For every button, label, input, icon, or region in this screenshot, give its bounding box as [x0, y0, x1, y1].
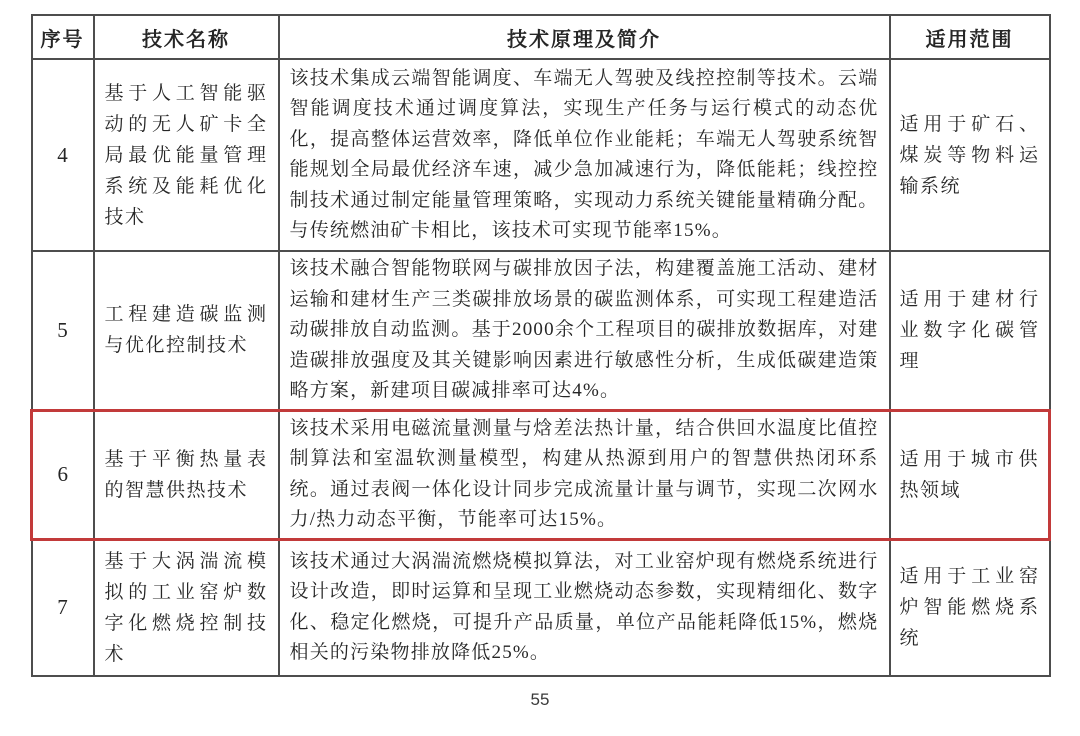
header-cell-no: 序号	[32, 15, 94, 59]
tech-desc-cell: 该技术融合智能物联网与碳排放因子法，构建覆盖施工活动、建材运输和建材生产三类碳排放场景的碳监测体系，可实现工程建造活动碳排放自动监测。基于2000余个工程项目的碳排放数据库，对建造碳排放强度及其关键影响因素进行敏感性分析，生成低碳建造策略方案，新建项目碳减排率可达4%。	[279, 251, 890, 410]
technology-table	[30, 14, 1051, 677]
table-row-7	[32, 539, 1050, 676]
tech-desc-cell: 该技术采用电磁流量测量与焓差法热计量，结合供回水温度比值控制算法和室温软测量模型，构建从热源到用户的智慧供热闭环系统。通过表阀一体化设计同步完成流量计量与调节，实现二次网水力/热力动态平衡，节能率可达15%。	[279, 410, 890, 539]
tech-name-cell: 基于大涡湍流模拟的工业窑炉数字化燃烧控制技术	[94, 539, 279, 676]
header-cell-scope: 适用范围	[890, 15, 1050, 59]
header-cell-name: 技术名称	[94, 15, 279, 59]
tech-scope-cell: 适用于城市供热领域	[890, 410, 1050, 539]
row-number-cell: 6	[32, 410, 94, 539]
row-number-cell: 5	[32, 251, 94, 410]
tech-name-cell: 工程建造碳监测与优化控制技术	[94, 251, 279, 410]
tech-scope-cell: 适用于建材行业数字化碳管理	[890, 251, 1050, 410]
table-row-4	[32, 59, 1050, 251]
row-number-cell: 4	[32, 59, 94, 251]
tech-desc-cell: 该技术集成云端智能调度、车端无人驾驶及线控控制等技术。云端智能调度技术通过调度算法，实现生产任务与运行模式的动态优化，提高整体运营效率，降低单位作业能耗；车端无人驾驶系统智能规划全局最优经济车速，减少急加减速行为，降低能耗；线控控制技术通过制定能量管理策略，实现动力系统关键能量精确分配。与传统燃油矿卡相比，该技术可实现节能率15%。	[279, 59, 890, 251]
page-number: 55	[530, 690, 550, 709]
table-row-6-highlighted	[32, 410, 1050, 539]
header-cell-desc: 技术原理及简介	[279, 15, 890, 59]
table-row-5	[32, 251, 1050, 410]
tech-scope-cell: 适用于矿石、煤炭等物料运输系统	[890, 59, 1050, 251]
row-number-cell: 7	[32, 539, 94, 676]
tech-name-cell: 基于人工智能驱动的无人矿卡全局最优能量管理系统及能耗优化技术	[94, 59, 279, 251]
tech-desc-cell: 该技术通过大涡湍流燃烧模拟算法，对工业窑炉现有燃烧系统进行设计改造，即时运算和呈现工业燃烧动态参数，实现精细化、数字化、稳定化燃烧，可提升产品质量，单位产品能耗降低15%，燃烧相关的污染物排放降低25%。	[279, 539, 890, 676]
tech-name-cell: 基于平衡热量表的智慧供热技术	[94, 410, 279, 539]
table-header-row	[32, 15, 1050, 59]
tech-scope-cell: 适用于工业窑炉智能燃烧系统	[890, 539, 1050, 676]
